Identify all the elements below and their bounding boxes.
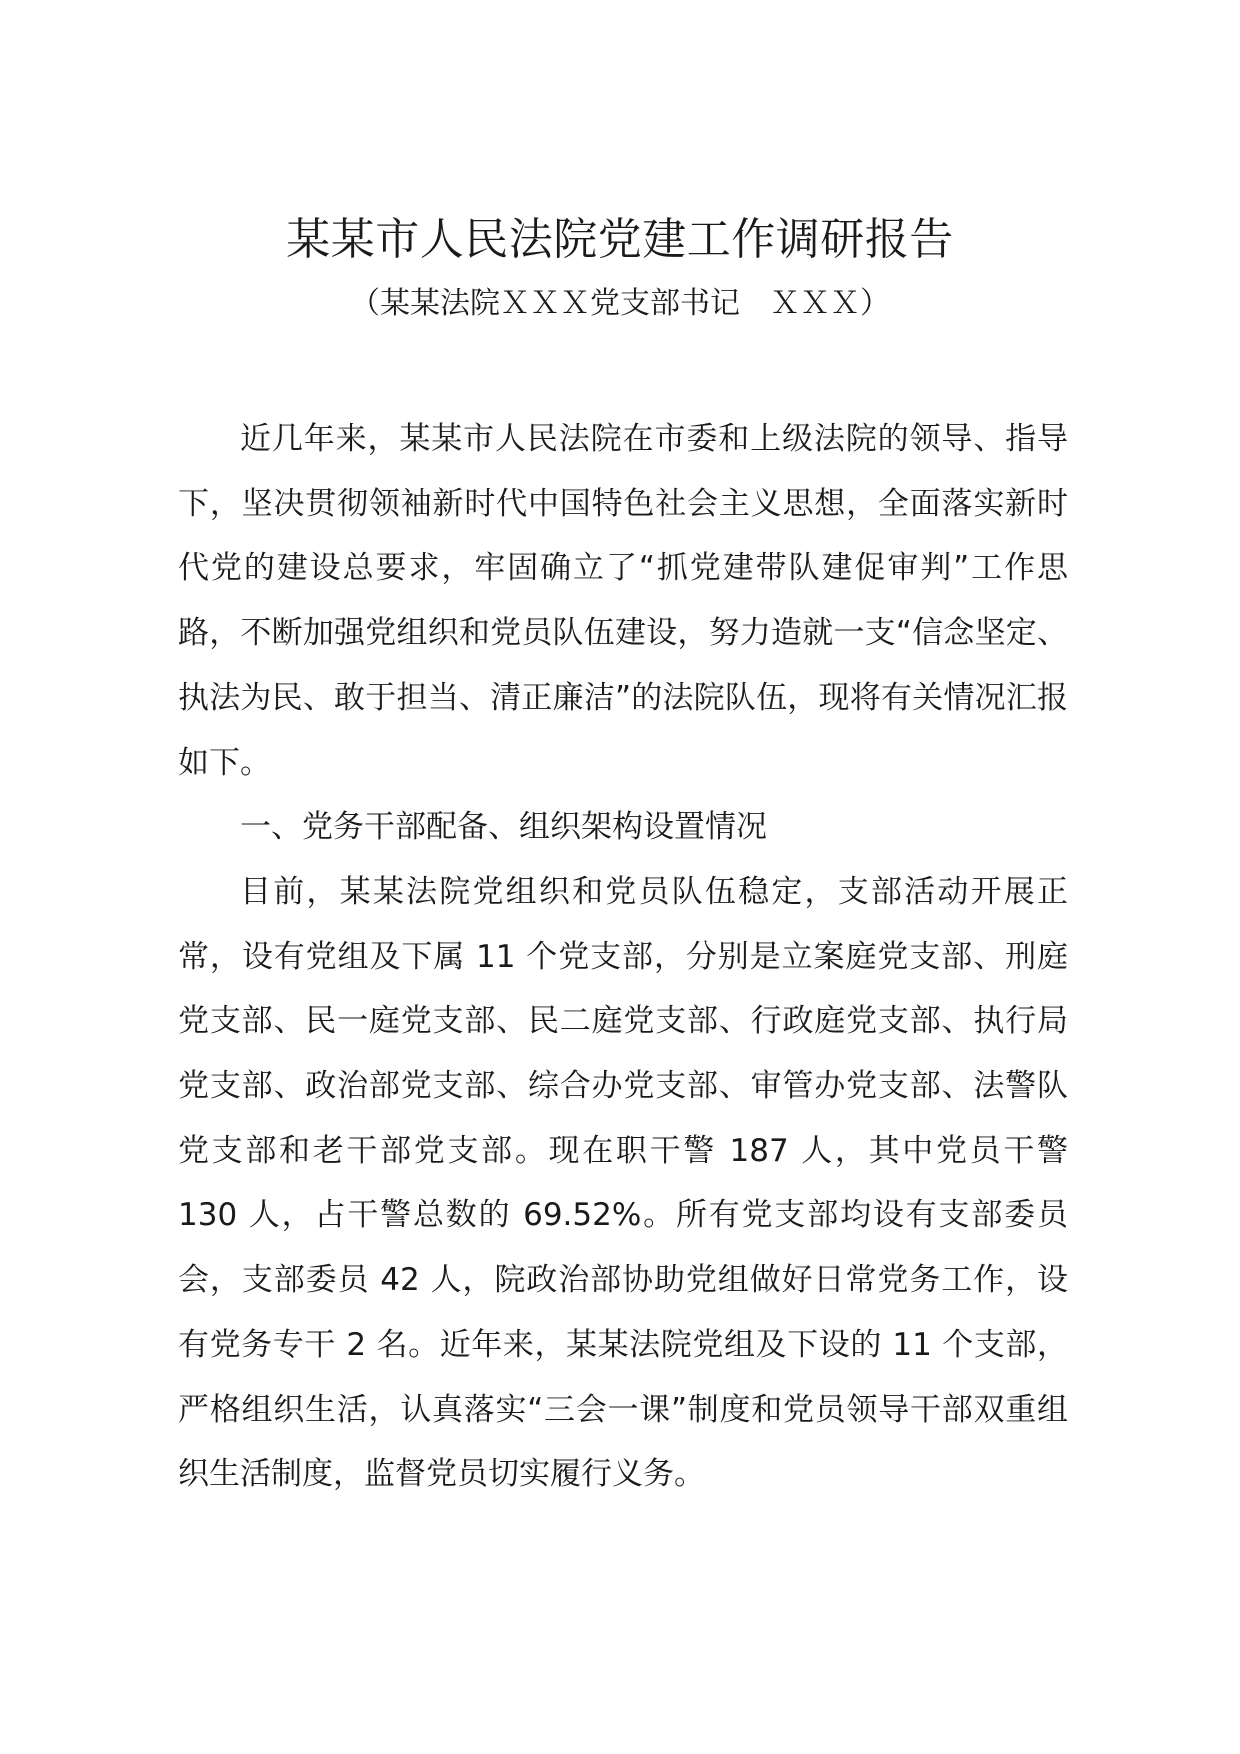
document-body <box>178 407 1068 1507</box>
section-heading: 一、党务干部配备、组织架构设置情况 <box>240 809 767 846</box>
document-subtitle: （某某法院ＸＸＸ党支部书记 ＸＸＸ） <box>350 286 890 321</box>
document-title: 某某市人民法院党建工作调研报告 <box>286 214 954 265</box>
section-paragraph: 目前，某某法院党组织和党员队伍稳定，支部活动开展正常，设有党组及下属 11 个党支部，分别是立案庭党支部、刑庭党支部、民一庭党支部、民二庭党支部、行政庭党支部、执行局党支部、政治部党支部、综合办党支部、审管办党支部、法警队党支部和老干部党支部。现在职干警 187 人，其中党员干警 130 人，占干警总数的 69.52%。所有党支部均设有支部委员会，支部委员 42 人，院政治部协助党组做好日常党务工作，设有党务专干 2 名。近年来，某某法院党组及下设的 11 个支部，严格组织生活，认真落实“三会一课”制度和党员领导干部双重组织生活制度，监督党员切实履行义务。 <box>178 873 1068 1493</box>
intro-paragraph: 近几年来，某某市人民法院在市委和上级法院的领导、指导下，坚决贯彻领袖新时代中国特色社会主义思想，全面落实新时代党的建设总要求，牢固确立了“抓党建带队建促审判”工作思路，不断加强党组织和党员队伍建设，努力造就一支“信念坚定、执法为民、敢于担当、清正廉洁”的法院队伍，现将有关情况汇报如下。 <box>178 421 1068 781</box>
